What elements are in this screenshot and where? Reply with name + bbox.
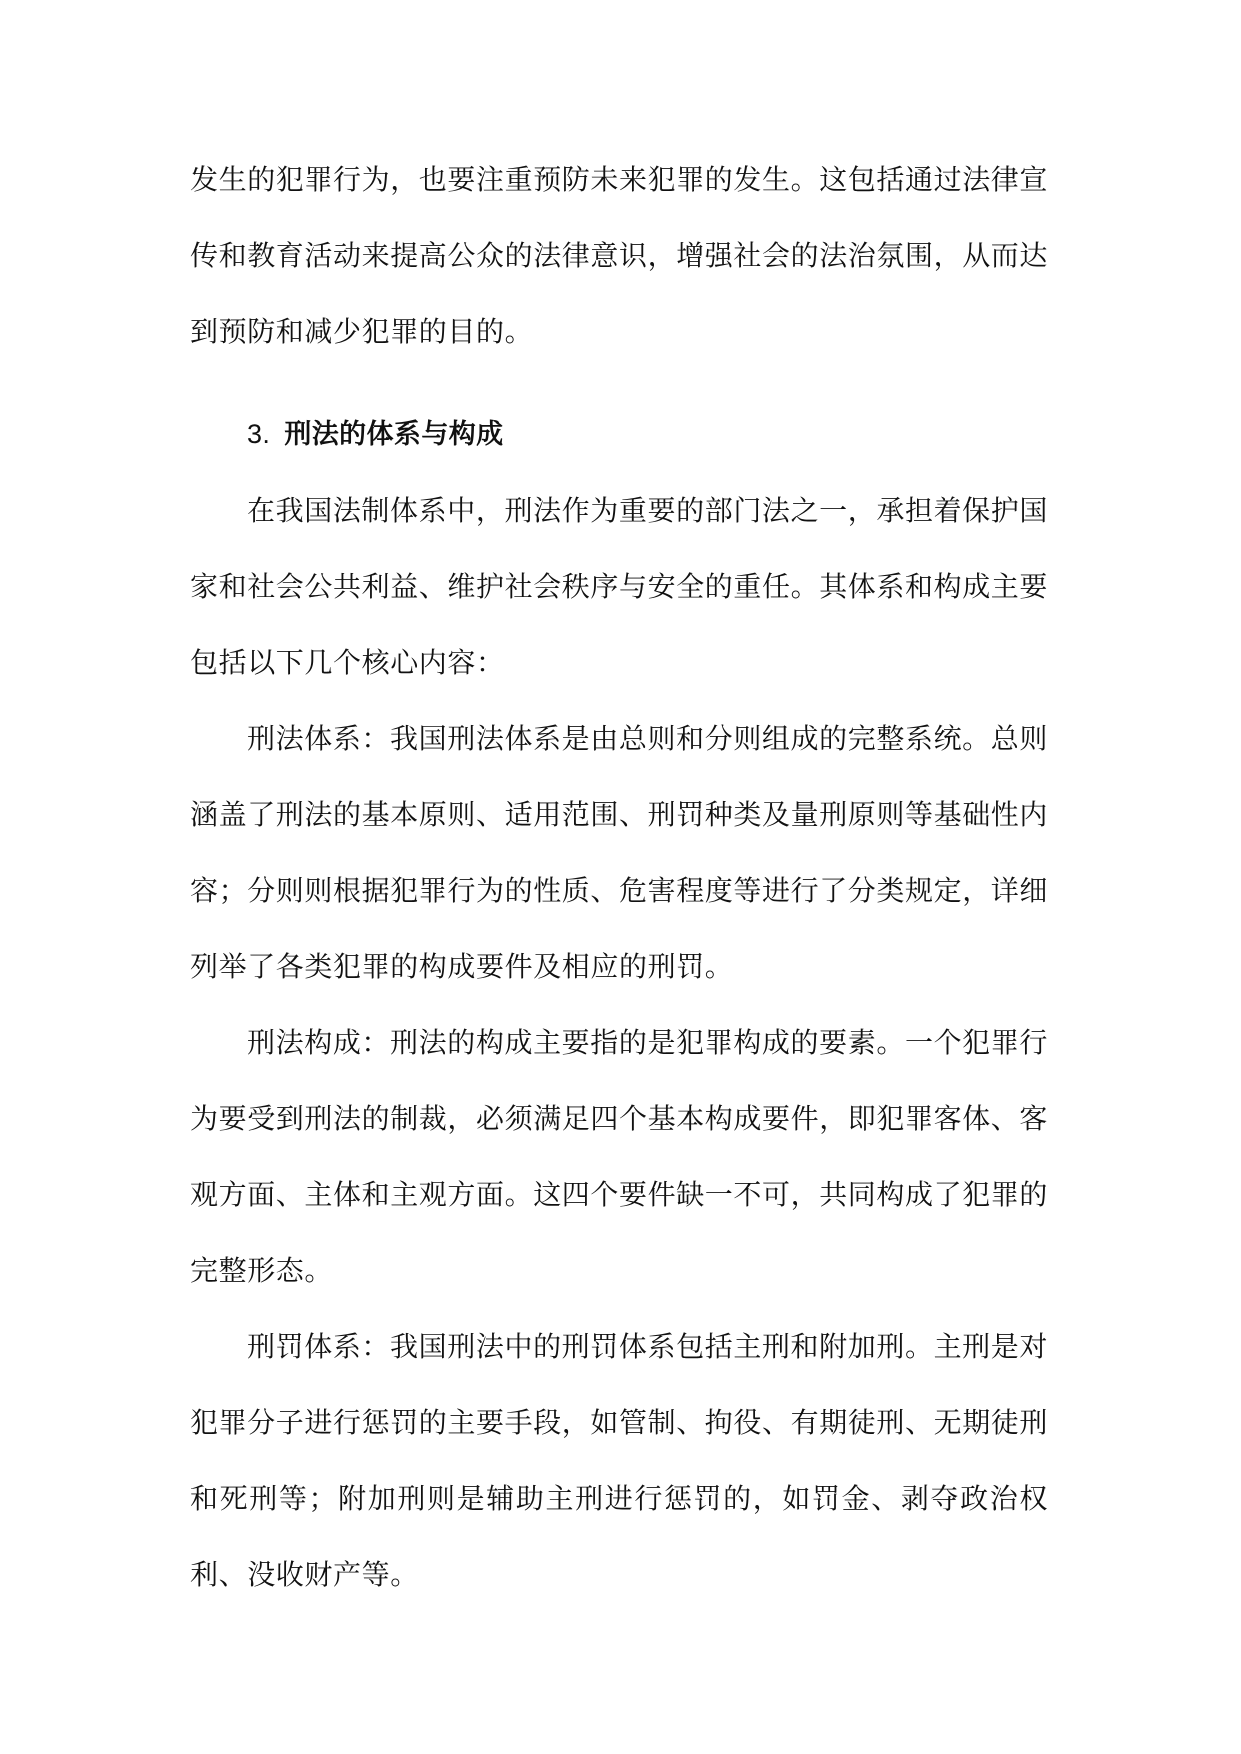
criminal-law-composition-paragraph: 刑法构成：刑法的构成主要指的是犯罪构成的要素。一个犯罪行为要受到刑法的制裁，必须满足四个基本构成要件，即犯罪客体、客观方面、主体和主观方面。这四个要件缺一不可，共同构成了犯罪的完整形态。: [190, 1026, 1049, 1287]
penalty-system-paragraph: 刑罚体系：我国刑法中的刑罚体系包括主刑和附加刑。主刑是对犯罪分子进行惩罚的主要手段，如管制、拘役、有期徒刑、无期徒刑和死刑等；附加刑则是辅助主刑进行惩罚的，如罚金、剥夺政治权利、没收财产等。: [190, 1330, 1049, 1591]
continuation-paragraph: 发生的犯罪行为，也要注重预防未来犯罪的发生。这包括通过法律宣传和教育活动来提高公众的法律意识，增强社会的法治氛围，从而达到预防和减少犯罪的目的。: [190, 163, 1049, 348]
intro-paragraph: 在我国法制体系中，刑法作为重要的部门法之一，承担着保护国家和社会公共利益、维护社会秩序与安全的重任。其体系和构成主要包括以下几个核心内容：: [190, 494, 1049, 679]
document-body: [190, 142, 1048, 1613]
criminal-law-system-paragraph: 刑法体系：我国刑法体系是由总则和分则组成的完整系统。总则涵盖了刑法的基本原则、适用范围、刑罚种类及量刑原则等基础性内容；分则则根据犯罪行为的性质、危害程度等进行了分类规定，详细列举了各类犯罪的构成要件及相应的刑罚。: [190, 722, 1049, 983]
section-title: 刑法的体系与构成: [284, 419, 504, 450]
section-number: 3.: [247, 419, 271, 449]
section-heading: [190, 396, 1048, 473]
